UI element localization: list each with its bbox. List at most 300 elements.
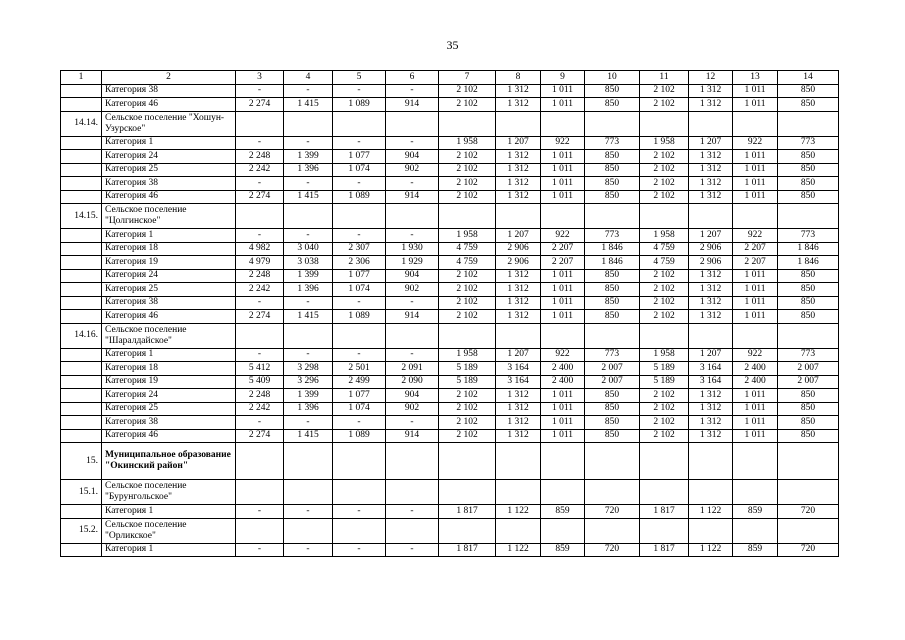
row-number [61, 242, 102, 256]
value-cell: - [284, 296, 333, 310]
value-cell: 1 312 [689, 429, 733, 443]
row-number [61, 269, 102, 283]
value-cell: 1 312 [496, 389, 541, 403]
column-header: 7 [439, 71, 496, 85]
value-cell: 2 102 [640, 283, 689, 297]
value-cell [333, 323, 386, 348]
value-cell: 1 207 [689, 348, 733, 362]
value-cell: 2 102 [640, 310, 689, 324]
value-cell [733, 323, 778, 348]
value-cell: 2 102 [640, 98, 689, 112]
table-row [61, 296, 839, 310]
value-cell [689, 443, 733, 480]
value-cell: 1 415 [284, 429, 333, 443]
value-cell: 850 [778, 163, 839, 177]
value-cell: 1 011 [733, 190, 778, 204]
value-cell: - [236, 136, 284, 150]
value-cell: - [386, 348, 439, 362]
value-cell: 3 164 [496, 362, 541, 376]
value-cell [496, 111, 541, 136]
value-cell: 2 307 [333, 242, 386, 256]
value-cell [640, 443, 689, 480]
value-cell: 2 400 [733, 362, 778, 376]
value-cell: 2 274 [236, 190, 284, 204]
value-cell [585, 443, 640, 480]
value-cell [236, 323, 284, 348]
value-cell: 773 [585, 136, 640, 150]
value-cell: - [386, 177, 439, 191]
value-cell: 1 312 [689, 283, 733, 297]
value-cell: 5 189 [439, 375, 496, 389]
value-cell [585, 518, 640, 543]
category-name: Категория 38 [102, 84, 236, 98]
value-cell: 1 312 [496, 177, 541, 191]
value-cell: 1 011 [733, 177, 778, 191]
value-cell: 1 846 [778, 256, 839, 270]
column-header: 4 [284, 71, 333, 85]
value-cell [541, 480, 585, 505]
table-row [61, 84, 839, 98]
column-header: 12 [689, 71, 733, 85]
value-cell: 773 [778, 229, 839, 243]
table-row [61, 543, 839, 557]
value-cell: 1 312 [689, 310, 733, 324]
row-number [61, 177, 102, 191]
value-cell: 1 207 [496, 136, 541, 150]
row-number [61, 84, 102, 98]
value-cell: - [386, 505, 439, 519]
value-cell: 773 [585, 229, 640, 243]
category-name: Категория 18 [102, 362, 236, 376]
value-cell: - [386, 84, 439, 98]
value-cell [733, 204, 778, 229]
value-cell: 1 011 [733, 402, 778, 416]
value-cell: 1 011 [541, 163, 585, 177]
value-cell: 850 [585, 310, 640, 324]
value-cell: 2 274 [236, 310, 284, 324]
value-cell [439, 111, 496, 136]
value-cell: - [386, 543, 439, 557]
value-cell: 1 958 [439, 348, 496, 362]
column-header: 11 [640, 71, 689, 85]
value-cell: 1 011 [541, 84, 585, 98]
value-cell: 1 207 [496, 229, 541, 243]
value-cell: 1 089 [333, 310, 386, 324]
value-cell: 1 958 [640, 136, 689, 150]
column-header: 13 [733, 71, 778, 85]
value-cell: 1 011 [733, 98, 778, 112]
value-cell [284, 111, 333, 136]
value-cell: 1 312 [496, 269, 541, 283]
value-cell: 850 [585, 296, 640, 310]
value-cell [585, 480, 640, 505]
value-cell: 1 846 [585, 242, 640, 256]
value-cell: 1 011 [733, 269, 778, 283]
row-number [61, 150, 102, 164]
column-header: 6 [386, 71, 439, 85]
value-cell: 2 207 [733, 242, 778, 256]
row-number [61, 283, 102, 297]
value-cell: 1 011 [541, 269, 585, 283]
row-number [61, 190, 102, 204]
table-row [61, 163, 839, 177]
value-cell: 1 122 [689, 505, 733, 519]
value-cell: - [284, 177, 333, 191]
value-cell: 2 102 [439, 177, 496, 191]
value-cell: 850 [585, 150, 640, 164]
value-cell: 2 102 [439, 150, 496, 164]
value-cell: 1 011 [733, 429, 778, 443]
value-cell [733, 443, 778, 480]
column-header: 8 [496, 71, 541, 85]
value-cell: 1 011 [541, 429, 585, 443]
row-number: 14.15. [61, 204, 102, 229]
value-cell: 2 242 [236, 402, 284, 416]
value-cell: 1 930 [386, 242, 439, 256]
value-cell: 1 312 [689, 389, 733, 403]
value-cell: 1 011 [541, 177, 585, 191]
value-cell: 1 122 [689, 543, 733, 557]
value-cell: 1 074 [333, 402, 386, 416]
value-cell [541, 518, 585, 543]
value-cell: 1 396 [284, 163, 333, 177]
value-cell: 922 [733, 136, 778, 150]
value-cell: 773 [585, 348, 640, 362]
value-cell: 2 207 [733, 256, 778, 270]
value-cell: 2 400 [541, 375, 585, 389]
value-cell [778, 204, 839, 229]
value-cell: 3 164 [496, 375, 541, 389]
section-name: Сельское поселение "Шаралдайское" [102, 323, 236, 348]
value-cell: 850 [778, 190, 839, 204]
value-cell [496, 443, 541, 480]
value-cell: - [284, 348, 333, 362]
value-cell: 1 846 [585, 256, 640, 270]
value-cell: 850 [778, 269, 839, 283]
value-cell: 850 [585, 163, 640, 177]
value-cell: 1 011 [541, 402, 585, 416]
value-cell: 914 [386, 429, 439, 443]
table-row [61, 256, 839, 270]
value-cell [333, 518, 386, 543]
value-cell [541, 204, 585, 229]
value-cell: 902 [386, 402, 439, 416]
category-name: Категория 1 [102, 505, 236, 519]
row-number [61, 402, 102, 416]
value-cell: 2 007 [585, 362, 640, 376]
value-cell: 1 312 [496, 429, 541, 443]
value-cell: 3 038 [284, 256, 333, 270]
value-cell [733, 518, 778, 543]
table-row [61, 98, 839, 112]
section-name: Сельское поселение "Орликское" [102, 518, 236, 543]
row-number [61, 375, 102, 389]
value-cell: 1 089 [333, 190, 386, 204]
value-cell: - [333, 505, 386, 519]
value-cell: - [284, 84, 333, 98]
value-cell [585, 111, 640, 136]
value-cell: 1 011 [733, 389, 778, 403]
row-number [61, 389, 102, 403]
value-cell: - [284, 416, 333, 430]
value-cell: 922 [541, 229, 585, 243]
value-cell: 2 242 [236, 283, 284, 297]
value-cell: 1 396 [284, 402, 333, 416]
value-cell: 2 102 [640, 163, 689, 177]
value-cell: 3 164 [689, 375, 733, 389]
table-row [61, 242, 839, 256]
value-cell: 1 011 [733, 84, 778, 98]
column-header: 2 [102, 71, 236, 85]
value-cell: 904 [386, 269, 439, 283]
value-cell: 850 [778, 310, 839, 324]
row-number [61, 98, 102, 112]
value-cell: - [333, 416, 386, 430]
row-number [61, 229, 102, 243]
value-cell: - [236, 229, 284, 243]
section-row [61, 518, 839, 543]
value-cell: 850 [585, 283, 640, 297]
value-cell: - [333, 229, 386, 243]
value-cell [778, 323, 839, 348]
value-cell: 850 [585, 269, 640, 283]
value-cell: 2 499 [333, 375, 386, 389]
value-cell: 1 817 [640, 505, 689, 519]
value-cell: 2 102 [439, 402, 496, 416]
value-cell: 2 102 [439, 283, 496, 297]
value-cell: 2 400 [733, 375, 778, 389]
value-cell: 1 312 [689, 98, 733, 112]
column-header: 9 [541, 71, 585, 85]
value-cell: 850 [585, 402, 640, 416]
table-row [61, 190, 839, 204]
value-cell: 1 312 [689, 190, 733, 204]
value-cell: - [236, 84, 284, 98]
value-cell: - [333, 84, 386, 98]
value-cell: 1 817 [640, 543, 689, 557]
value-cell: - [386, 296, 439, 310]
value-cell: 1 415 [284, 310, 333, 324]
value-cell: 850 [585, 416, 640, 430]
value-cell [689, 111, 733, 136]
value-cell: 1 399 [284, 150, 333, 164]
value-cell: 720 [778, 543, 839, 557]
value-cell [236, 443, 284, 480]
value-cell: 2 007 [778, 362, 839, 376]
value-cell: - [236, 177, 284, 191]
value-cell: 2 274 [236, 98, 284, 112]
value-cell [689, 518, 733, 543]
value-cell [386, 518, 439, 543]
value-cell: - [386, 416, 439, 430]
section-row [61, 204, 839, 229]
row-number [61, 505, 102, 519]
value-cell: 2 102 [439, 429, 496, 443]
value-cell: 1 011 [541, 416, 585, 430]
value-cell: 850 [778, 389, 839, 403]
value-cell: 850 [585, 190, 640, 204]
value-cell: 2 274 [236, 429, 284, 443]
value-cell [284, 204, 333, 229]
category-name: Категория 46 [102, 310, 236, 324]
row-number [61, 136, 102, 150]
value-cell: 2 102 [439, 163, 496, 177]
value-cell: 1 074 [333, 283, 386, 297]
value-cell [236, 111, 284, 136]
value-cell: 859 [733, 505, 778, 519]
value-cell [496, 480, 541, 505]
value-cell: 5 189 [640, 362, 689, 376]
value-cell: 773 [778, 348, 839, 362]
value-cell: - [284, 543, 333, 557]
category-name: Категория 24 [102, 389, 236, 403]
value-cell [640, 111, 689, 136]
tariff-table [60, 70, 839, 557]
value-cell: - [333, 348, 386, 362]
value-cell [284, 323, 333, 348]
value-cell: 922 [541, 136, 585, 150]
value-cell: 859 [541, 505, 585, 519]
value-cell: 1 312 [496, 402, 541, 416]
category-name: Категория 1 [102, 348, 236, 362]
value-cell: 1 312 [496, 310, 541, 324]
category-name: Категория 18 [102, 242, 236, 256]
value-cell: 720 [585, 505, 640, 519]
value-cell: 2 906 [689, 242, 733, 256]
value-cell [778, 111, 839, 136]
row-number [61, 296, 102, 310]
value-cell: 2 207 [541, 242, 585, 256]
value-cell: - [236, 348, 284, 362]
value-cell: 922 [733, 348, 778, 362]
value-cell: 1 846 [778, 242, 839, 256]
value-cell [439, 204, 496, 229]
row-number [61, 348, 102, 362]
row-number: 14.16. [61, 323, 102, 348]
value-cell: 2 242 [236, 163, 284, 177]
value-cell: 2 090 [386, 375, 439, 389]
column-header: 1 [61, 71, 102, 85]
value-cell: 1 207 [496, 348, 541, 362]
value-cell [439, 443, 496, 480]
value-cell: 1 011 [733, 310, 778, 324]
value-cell [778, 480, 839, 505]
value-cell: 5 189 [640, 375, 689, 389]
value-cell: 2 248 [236, 150, 284, 164]
value-cell [386, 111, 439, 136]
value-cell: 850 [778, 150, 839, 164]
value-cell: 1 958 [640, 348, 689, 362]
value-cell: 2 102 [439, 296, 496, 310]
value-cell: 720 [585, 543, 640, 557]
value-cell: 859 [733, 543, 778, 557]
value-cell: 2 102 [439, 389, 496, 403]
value-cell [333, 480, 386, 505]
value-cell: - [333, 543, 386, 557]
value-cell [496, 204, 541, 229]
value-cell: 902 [386, 283, 439, 297]
value-cell: 2 102 [640, 389, 689, 403]
section-name: Муниципальное образование "Окинский район" [102, 443, 236, 480]
section-row [61, 480, 839, 505]
value-cell: 1 074 [333, 163, 386, 177]
column-header: 5 [333, 71, 386, 85]
value-cell [585, 323, 640, 348]
value-cell: 2 102 [439, 416, 496, 430]
section-name: Сельское поселение "Цолгинское" [102, 204, 236, 229]
category-name: Категория 25 [102, 283, 236, 297]
category-name: Категория 1 [102, 136, 236, 150]
value-cell: 2 306 [333, 256, 386, 270]
value-cell: 2 102 [640, 177, 689, 191]
table-body [61, 71, 839, 557]
value-cell: 1 312 [496, 98, 541, 112]
value-cell: 3 164 [689, 362, 733, 376]
value-cell: 1 011 [541, 150, 585, 164]
table-row [61, 429, 839, 443]
row-number [61, 429, 102, 443]
value-cell: - [236, 416, 284, 430]
value-cell [236, 480, 284, 505]
value-cell: 1 817 [439, 505, 496, 519]
value-cell [689, 323, 733, 348]
row-number: 14.14. [61, 111, 102, 136]
value-cell: 5 412 [236, 362, 284, 376]
category-name: Категория 1 [102, 229, 236, 243]
value-cell: 850 [585, 429, 640, 443]
value-cell: 4 759 [640, 256, 689, 270]
value-cell: - [386, 229, 439, 243]
table-row [61, 348, 839, 362]
value-cell: 4 759 [439, 256, 496, 270]
value-cell: 2 906 [496, 256, 541, 270]
table-row [61, 310, 839, 324]
value-cell [284, 443, 333, 480]
value-cell [733, 480, 778, 505]
value-cell: 914 [386, 310, 439, 324]
value-cell: 850 [778, 84, 839, 98]
table-row [61, 416, 839, 430]
value-cell [496, 323, 541, 348]
value-cell: 1 011 [541, 98, 585, 112]
value-cell [439, 518, 496, 543]
table-row [61, 505, 839, 519]
row-number: 15.2. [61, 518, 102, 543]
value-cell: 850 [778, 429, 839, 443]
category-name: Категория 24 [102, 150, 236, 164]
value-cell: 1 929 [386, 256, 439, 270]
value-cell [733, 111, 778, 136]
value-cell: 2 102 [439, 190, 496, 204]
value-cell: 2 906 [689, 256, 733, 270]
value-cell: 1 958 [439, 136, 496, 150]
value-cell: - [333, 296, 386, 310]
value-cell: 850 [585, 177, 640, 191]
value-cell: 1 312 [689, 296, 733, 310]
value-cell: - [386, 136, 439, 150]
table-row [61, 269, 839, 283]
value-cell: 850 [778, 98, 839, 112]
table-row [61, 136, 839, 150]
value-cell: 1 399 [284, 269, 333, 283]
value-cell: 1 011 [733, 283, 778, 297]
value-cell: 1 312 [496, 283, 541, 297]
category-name: Категория 25 [102, 402, 236, 416]
value-cell: 2 102 [640, 190, 689, 204]
value-cell: 2 248 [236, 269, 284, 283]
row-number [61, 163, 102, 177]
table-row [61, 375, 839, 389]
